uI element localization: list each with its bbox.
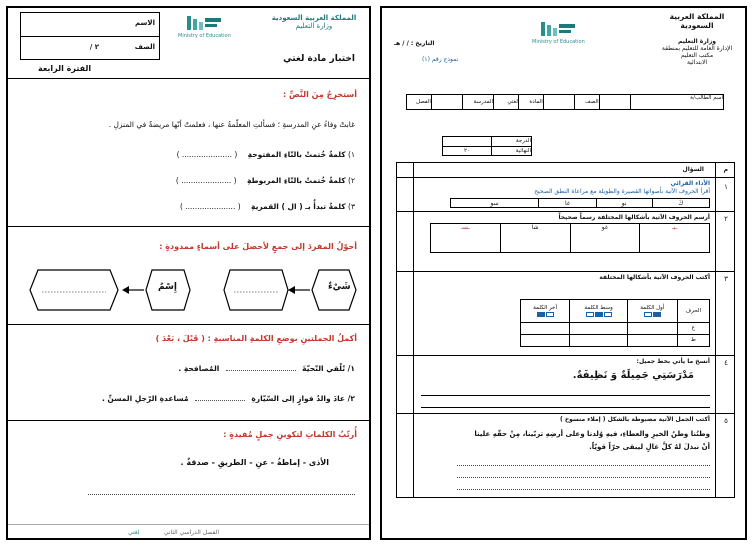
col-question-header: السؤال xyxy=(682,166,704,173)
right-ministry-logo-icon xyxy=(538,20,578,38)
q3-blank-2[interactable] xyxy=(195,400,245,401)
q2-arrow-1-icon xyxy=(288,286,295,294)
q1-item-3: ٣) كلمةٌ تبدأُ بـ ( ال ) القمريةِ ( ..................... ) xyxy=(179,202,355,211)
q1-blank-3[interactable]: ( ..................... ) xyxy=(179,202,241,211)
kingdom-header: المملكة العربية السعودية وزارة التعليم xyxy=(271,14,357,30)
r-q3-forms-table: الحرف أول الكلمة وسط الكلمة آخر الكلمة ع ط xyxy=(520,299,710,347)
q3-title: أكملُ الجملتينِ بوضعِ الكلمةِ المناسبةِ : ( قَبْلَ ، بَعْدَ ) xyxy=(155,334,357,343)
q3-sentence-2: ٢/ عادَ والدُ فوازٍ إلى السّيّارةِ مُساعدةِ الرّجلِ المسنِّ . xyxy=(101,394,355,403)
name-label: الاسم xyxy=(135,19,155,27)
left-exam-page xyxy=(6,6,371,540)
class-label: الصف xyxy=(134,43,155,51)
q1-item-2: ٢) كلمةٌ خُتمتْ بالتّاءِ المربوطةِ ( ..................... ) xyxy=(175,176,355,185)
q2-answer-hexagon-1 xyxy=(224,270,288,310)
q1-title: أستخرِجُ مِنَ النَّصِّ : xyxy=(282,90,357,99)
q2-arrow-2-icon xyxy=(122,286,129,294)
q4-words: الأذى - إماطةُ - عنِ - الطريقِ - صدقةٌ . xyxy=(180,458,329,467)
q1-blank-1[interactable]: ( ..................... ) xyxy=(176,150,238,159)
info-student-name[interactable]: اسم الطالب/ة xyxy=(630,95,723,110)
q2-answer-hexagon-2 xyxy=(30,270,118,310)
q4-title: أُرتّبُ الكلماتِ لتكوينِ جملٍ مُفيدةٍ : xyxy=(223,430,357,439)
col-number-header: م xyxy=(723,166,728,173)
r-q3-title: أكتب الحروف الآتية بأشكالها المختلفة xyxy=(599,274,710,281)
q2-plural-diagram xyxy=(22,266,357,314)
q1-blank-2[interactable]: ( ..................... ) xyxy=(175,176,237,185)
q2-word-2: إِسْمٌ xyxy=(158,282,177,292)
r-q1-instr: أقرأ الحروف الآتية بأصواتها القصيرة والطويلة مع مراعاة النطق الصحيح xyxy=(534,188,710,195)
date-field[interactable]: التاريخ : / / هـ xyxy=(394,40,435,47)
r-q4-title: أنسخ ما يأتي بخط جميل: xyxy=(636,358,710,365)
student-info-table: اسم الطالب/ة الصف المادة لغتي المدرسة الفصل xyxy=(406,94,724,110)
r-q2-title: أرسم الحروف الآتية بأشكالها المختلفة رسماً صحيحاً xyxy=(558,214,710,221)
student-info-box xyxy=(20,12,160,60)
q4-answer-line[interactable] xyxy=(88,494,355,495)
right-ministry-logo: Ministry of Education xyxy=(532,20,585,45)
model-number: نموذج رقم (١) xyxy=(422,56,459,63)
r-q5-line-2: أنْ نبذلَ لهُ كلَّ غالٍ ليبقى حرّاً قويّاً. xyxy=(589,443,710,451)
exam-title: اختبار مادة لغتي xyxy=(283,54,355,64)
r-q1-letters-table: كَ نو غا سو xyxy=(450,198,710,208)
q3-sentence-1: ١/ تُلْقي التّحيّةَ المُصافحةِ . xyxy=(178,364,355,373)
questions-frame: م السؤال ١ الأداء القرائي أقرأ الحروف الآتية بأصواتها القصيرة والطويلة مع مراعاة النطق الصحيح كَ نو غا سو ٢ أرسم الحروف الآتية بأشكالها المختلفة رسماً صحيحاً ـبـ غو شا ـسـ ٣ أكتب الحروف الآتية بأشكالها المختلفة الحرف أول الكلمة وسط الكلمة آخر الكلمة ع ط ٤ أنسخ ما يأتي بخط جميل: مَدْرَسَتِي جَمِيلَةٌ وَ نَظِيفَةٌ. ٥ أكتب الجمل الآتية مضبوطة بالشكل ( إملاء منسوخ ) وطنُنا وطنُ الخيرِ والعطاءِ، فيهِ وُلدنا وعلى أرضِهِ تربّينا، مِنْ حقّهِ علينا أنْ نبذلَ لهُ كلَّ غالٍ ليبقى حرّاً قويّاً. xyxy=(396,162,735,498)
class-value: ٢ / xyxy=(89,43,99,51)
exam-period: الفترة الرابعة xyxy=(38,64,92,73)
right-exam-page xyxy=(380,6,747,540)
r-q1-title: الأداء القرائي xyxy=(670,180,710,187)
q3-blank-1[interactable] xyxy=(226,370,296,371)
right-kingdom-header: المملكة العربية السعودية وزارة التعليم الإدارة العامة للتعليم بمنطقة مكتب التعليم الابتدائية xyxy=(661,12,733,66)
r-q5-line-1: وطنُنا وطنُ الخيرِ والعطاءِ، فيهِ وُلدنا وعلى أرضِهِ تربّينا، مِنْ حقّهِ علينا xyxy=(474,430,710,438)
grade-box: الدرجة النهائية ٢٠ xyxy=(442,136,532,156)
ministry-logo-icon xyxy=(185,14,223,32)
ministry-logo: Ministry of Education xyxy=(178,14,231,39)
r-q2-draw-table: ـبـ غو شا ـسـ xyxy=(430,223,710,253)
left-footer: الفصل الدراسي الثاني لغتي xyxy=(8,524,369,538)
q2-title: أحوّلُ المفردَ إلى جمعٍ لأحصلَ على أسماءٍ ممدودةٍ : xyxy=(159,242,357,251)
r-q5-title: أكتب الجمل الآتية مضبوطة بالشكل ( إملاء منسوخ ) xyxy=(559,416,710,423)
q2-word-1: شَيْءٌ xyxy=(328,282,351,292)
q1-passage: غابتْ وفاءُ عنِ المدرسةِ ؛ فسألتِ المعلّمةُ عنها ، فعلمتْ أنّها مريضةٌ في المنزلِ . xyxy=(108,120,355,129)
q1-item-1: ١) كلمةٌ خُتمتْ بالتّاءِ المفتوحةِ ( ..................... ) xyxy=(176,150,355,159)
r-q4-sentence: مَدْرَسَتِي جَمِيلَةٌ وَ نَظِيفَةٌ. xyxy=(572,370,694,381)
